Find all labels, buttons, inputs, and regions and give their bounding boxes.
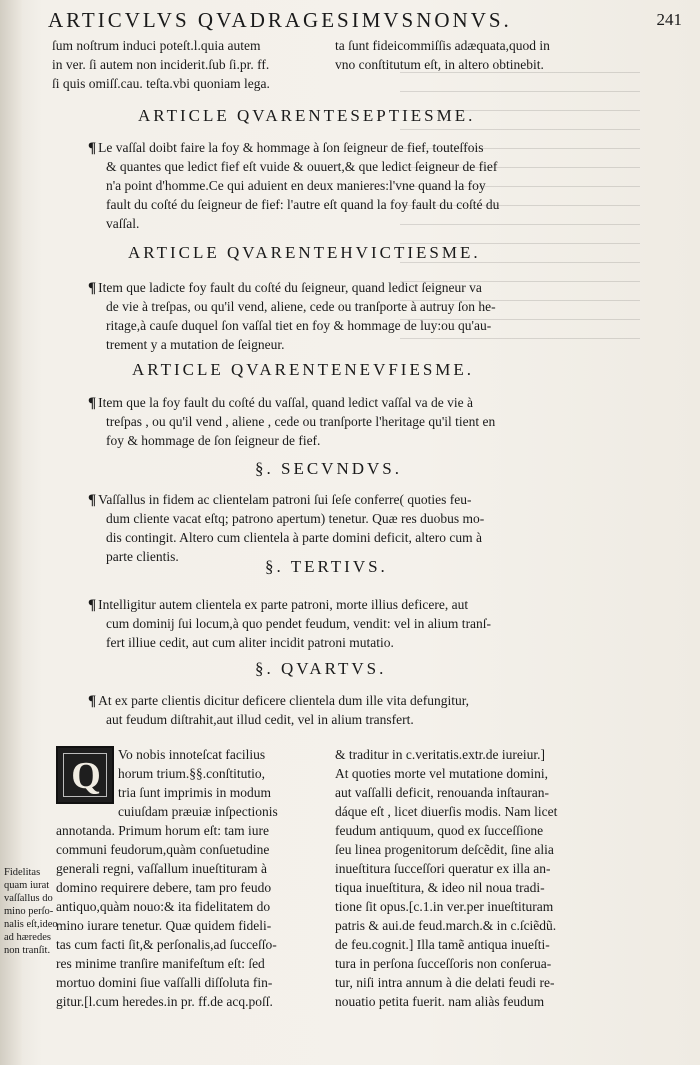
commentary-left-line: annotanda. Primum horum eſt: tam iure xyxy=(56,823,269,838)
commentary-left-line: cuiuſdam præuiæ inſpectionis xyxy=(118,804,278,819)
commentary-left-line: Vo nobis innoteſcat facilius xyxy=(118,747,266,762)
section-line: dum cliente vacat eſtq; patrono apertum) tenetur. Quæ res duobus mo- xyxy=(106,511,485,526)
pilcrow-icon: ¶ xyxy=(88,597,97,613)
section-line: trement y a mutation de ſeigneur. xyxy=(106,337,285,352)
commentary-left-line: domino requirere debere, tam pro feudo xyxy=(56,880,272,895)
commentary-right-line: ſeu linea progenitorum deſcẽdit, ſine alia xyxy=(335,842,554,857)
pilcrow-icon: ¶ xyxy=(88,280,97,296)
commentary-left-line: res minime tranſire manifeſtum eſt: ſed xyxy=(56,956,265,971)
commentary-left-line: gitur.[l.cum heredes.in pr. ff.de acq.poſſ. xyxy=(56,994,273,1009)
pilcrow-icon: ¶ xyxy=(88,693,97,709)
marginal-note-line: Fidelitas xyxy=(4,867,41,878)
commentary-left-line: tria ſunt imprimis in modum xyxy=(118,785,271,800)
commentary-right-line: At quoties morte vel mutatione domini, xyxy=(335,766,548,781)
section-line: aut feudum diſtrahit,aut illud cedit, vel in alium transfert. xyxy=(106,712,414,727)
section-line: ¶ At ex parte clientis dicitur deficere clientela dum ille vita defungitur, xyxy=(88,693,470,709)
commentary-left-line: antiquo,quàm nouo:& ita fidelitatem do xyxy=(56,899,271,914)
section-line: cum dominij ſui locum,à quo pendet feudum, vendit: vel in alium tranſ- xyxy=(106,616,492,631)
commentary-right-line: aut vaſſalli deficit, renouanda inſtauran- xyxy=(335,785,550,800)
commentary-left-line: horum trium.§§.conſtitutio, xyxy=(118,766,265,781)
section-heading: ARTICLE QVARENTENEVFIESME. xyxy=(132,360,475,379)
pilcrow-icon: ¶ xyxy=(88,140,97,156)
section-heading: §. QVARTVS. xyxy=(255,659,387,678)
section-heading: §. SECVNDVS. xyxy=(255,459,402,478)
commentary-right-line: tura in perſona ſucceſſoris non conſerua- xyxy=(335,956,552,971)
page-header xyxy=(48,8,688,36)
section-line: parte clientis. xyxy=(106,549,179,564)
marginal-note-line: nalis eſt,ideo xyxy=(4,919,58,930)
commentary-right-line: de feu.cognit.] Illa tamẽ antiqua inueſti- xyxy=(335,937,550,952)
running-title: ARTICVLVS QVADRAGESIMVSNONVS. xyxy=(48,8,512,32)
top-right-line: vno conſtitutum eſt, in altero obtinebit. xyxy=(335,57,544,72)
commentary-right-line: tione ſit opus.[c.1.in ver.per inueſtituram xyxy=(335,899,554,914)
marginal-note-line: quam iurat xyxy=(4,880,50,891)
decorated-initial xyxy=(56,746,114,804)
initial-frame xyxy=(63,753,107,797)
section-line: & quantes que ledict fief eſt vuide & ouuert,& que ledict ſeigneur de fief xyxy=(106,159,498,174)
commentary-right-line: & traditur in c.veritatis.extr.de iureiur.] xyxy=(335,747,545,762)
commentary-left-line: communi feudorum,quàm conſuetudine xyxy=(56,842,270,857)
commentary-left-line: mino iurare tenetur. Quæ quidem fideli- xyxy=(56,918,272,933)
section-heading: ARTICLE QVARENTEHVICTIESME. xyxy=(128,243,481,262)
commentary-right-line: feudum antiquum, quod ex ſucceſſione xyxy=(335,823,544,838)
page-number: 241 xyxy=(656,10,682,29)
section-line: ritage,à cauſe duquel ſon vaſſal tiet en foy & hommage de luy:ou qu'au- xyxy=(106,318,492,333)
marginal-note-line: mino perſo- xyxy=(4,906,54,917)
pilcrow-icon: ¶ xyxy=(88,395,97,411)
section-line: vaſſal. xyxy=(106,216,140,231)
section-line: treſpas , ou qu'il vend , aliene , cede ou tranſporte l'heritage qu'il tient en xyxy=(106,414,496,429)
commentary-left-line: tas cum facti ſit,& perſonalis,ad ſucceſſo- xyxy=(56,937,277,952)
section-line: de vie à treſpas, ou qu'il vend, aliene, cede ou tranſporte à autruy ſon he- xyxy=(106,299,496,314)
marginal-note-line: non tranſit. xyxy=(4,945,51,956)
section-line: ¶ Item que ladicte foy fault du coſté du ſeigneur, quand ledict ſeigneur va xyxy=(88,280,482,296)
section-line: ¶ Vaſſallus in fidem ac clientelam patroni ſui ſeſe conferre( quoties feu- xyxy=(88,492,472,508)
section-line: ¶ Intelligitur autem clientela ex parte patroni, morte illius deficere, aut xyxy=(88,597,469,613)
marginal-note-line: vaſſallus do xyxy=(4,893,53,904)
commentary-right-line: inueſtitura ſucceſſori queratur ex illa an- xyxy=(335,861,551,876)
section-heading: ARTICLE QVARENTESEPTIESME. xyxy=(138,106,476,125)
commentary-left-line: mortuo domini ſiue vaſſalli diſſoluta fin- xyxy=(56,975,273,990)
marginal-note xyxy=(4,866,58,957)
top-left-line: ſi quis omiſſ.cau. teſta.vbi quoniam lega. xyxy=(52,76,270,91)
commentary-right-line: tiqua inueſtitura, & ideo nil noua tradi- xyxy=(335,880,545,895)
initial-letter: Q xyxy=(71,755,101,797)
top-left-line: in ver. ſi autem non inciderit.ſub ſi.pr. ff. xyxy=(52,57,270,72)
top-right-line: ta ſunt fideicommiſſis adæquata,quod in xyxy=(335,38,550,53)
section-line: fault du coſté du ſeigneur de fief: l'autre eſt quand la foy fault du coſté du xyxy=(106,197,500,212)
section-line: fert illiue cedit, aut cum aliter incidit patroni mutatio. xyxy=(106,635,394,650)
pilcrow-icon: ¶ xyxy=(88,492,97,508)
top-left-line: ſum noſtrum induci poteſt.l.quia autem xyxy=(52,38,261,53)
section-line: dis contingit. Altero cum clientela à parte domini deficit, altero cum à xyxy=(106,530,483,545)
commentary-right-line: tur, niſi intra annum à die delati feudi re- xyxy=(335,975,555,990)
section-line: n'a point d'homme.Ce qui aduient en deux manieres:l'vne quand la foy xyxy=(106,178,486,193)
section-line: ¶ Item que la foy fault du coſté du vaſſal, quand ledict vaſſal va de vie à xyxy=(88,395,473,411)
section-line: ¶ Le vaſſal doibt faire la foy & hommage à ſon ſeigneur de fief, touteſfois xyxy=(88,140,484,156)
commentary-right-line: nouatio petita fuerit. nam aliàs feudum xyxy=(335,994,545,1009)
commentary-left-line: generali regni, vaſſallum inueſtituram à xyxy=(56,861,268,876)
marginal-note-line: ad hæredes xyxy=(4,932,51,943)
commentary-right-line: patris & aui.de feud.march.& in c.ſciẽdũ. xyxy=(335,918,557,933)
commentary-right-line: dáque eſt , licet diuerſis modis. Nam licet xyxy=(335,804,558,819)
section-line: foy & hommage de ſon ſeigneur de fief. xyxy=(106,433,321,448)
section-heading: §. TERTIVS. xyxy=(265,557,388,576)
